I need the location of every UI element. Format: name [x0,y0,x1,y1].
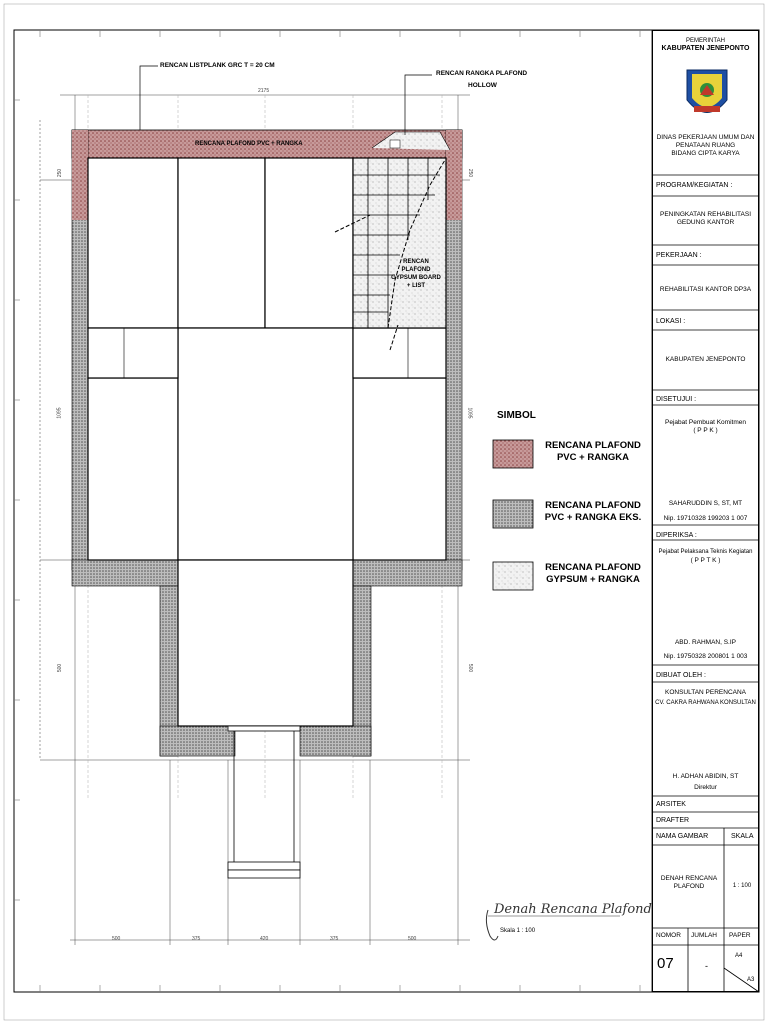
work-label: PEKERJAAN : [656,252,702,259]
jumlah-value: - [705,961,708,971]
annotation-gypsum-line1: RENCAN [403,259,429,265]
legend-item-2-line2: PVC + RANGKA EKS. [544,512,642,523]
dim-bottom-5: 500 [408,936,417,942]
program-line1: PENINGKATAN REHABILITASI [659,211,752,218]
legend-title: SIMBOL [497,410,536,421]
checked-label: DIPERIKSA : [656,532,697,539]
drawing-scale: Skala 1 : 100 [500,928,536,934]
checked-nip: Nip. 19750328 200801 1 003 [663,653,748,660]
dim-left-3: 500 [57,663,64,673]
leaders [140,66,432,135]
nama-gambar-label: NAMA GAMBAR [656,833,709,840]
annotation-listplank: RENCAN LISTPLANK GRC T = 20 CM [160,62,275,69]
dim-bottom-3: 420 [260,936,269,942]
annotation-gypsum-line2: PLAFOND [401,267,431,273]
nomor-value: 07 [657,955,674,972]
drawing-title: Denah Rencana Plafond [494,902,652,917]
made-line1: KONSULTAN PERENCANA [664,689,747,696]
drawing-name-line2: PLAFOND [673,883,705,890]
approved-label: DISETUJUI : [656,396,697,403]
annotation-gypsum-line3: GYPSUM BOARD [391,275,441,281]
legend-item-3-line1: RENCANA PLAFOND [545,562,641,573]
gypsum-room [353,158,446,328]
dim-bottom-1: 500 [112,936,121,942]
annotation-rangka-line1: RENCAN RANGKA PLAFOND [436,70,528,77]
dim-top: 2175 [258,88,270,94]
legend-item-1 [538,440,648,464]
annotation-pvc-band: RENCANA PLAFOND PVC + RANGKA [195,141,303,147]
legend-item-3-line2: GYPSUM + RANGKA [546,574,640,585]
program-label: PROGRAM/KEGIATAN : [656,182,733,189]
drafter-label: DRAFTER [656,817,690,824]
legend-swatch-eks [493,500,533,528]
approved-role2: ( P P K ) [693,427,718,434]
dim-right-3: 500 [467,663,474,673]
location-label: LOKASI : [656,318,686,325]
checked-name: ABD. RAHMAN, S.IP [674,639,737,646]
annotation-rangka-line2: HOLLOW [468,82,497,89]
dept-line2: PENATAAN RUANG [675,142,736,149]
dept-line3: BIDANG CIPTA KARYA [671,150,740,157]
legend-item-3 [538,562,648,586]
nomor-label: NOMOR [656,932,681,939]
legend-swatch-pvc [493,440,533,468]
made-name: H. ADHAN ABIDIN, ST [672,773,739,780]
dim-right-2: 1095 [466,407,473,419]
dim-right-1: 250 [467,168,474,178]
entrance-steps [228,726,300,878]
made-line2: CV. CAKRA RAHWANA KONSULTAN [655,700,756,706]
drawing-name [653,875,725,891]
location-value: KABUPATEN JENEPONTO [665,356,746,363]
legend-item-1-line1: RENCANA PLAFOND [545,440,641,451]
paper-a4: A4 [735,953,743,959]
legend-item-2-line1: RENCANA PLAFOND [545,500,641,511]
drawing-name-line1: DENAH RENCANA [660,875,718,882]
program-line2: GEDUNG KANTOR [676,219,735,226]
checked-role1: Pejabat Pelaksana Teknis Kegiatan [658,549,753,555]
legend-item-2 [538,500,648,524]
work-value: REHABILITASI KANTOR DP3A [659,286,752,293]
arsitek-label: ARSITEK [656,801,686,808]
dim-bottom-4: 375 [330,936,339,942]
gov-line1: PEMERINTAH [686,38,725,44]
paper-a3: A3 [747,977,755,983]
dept-line1: DINAS PEKERJAAN UMUM DAN [656,134,755,141]
legend-item-1-line2: PVC + RANGKA [556,452,630,463]
approved-name: SAHARUDDIN S, ST, MT [668,500,743,507]
checked-role2: ( P P T K ) [690,557,721,564]
made-role: Direktur [694,784,717,791]
skala-label: SKALA [731,833,754,840]
jumlah-label: JUMLAH [691,932,718,939]
scale-value: 1 : 100 [732,883,752,889]
title-block [652,30,759,992]
annotation-gypsum-line4: + LIST [406,283,426,289]
dim-left-1: 250 [57,168,64,178]
paper-label: PAPER [729,932,751,939]
approved-role1: Pejabat Pembuat Komitmen [665,419,746,426]
gov-line2: KABUPATEN JENEPONTO [661,45,750,52]
dim-left-2: 1095 [56,407,63,419]
legend-swatch-gypsum [493,562,533,590]
approved-nip: Nip. 19710328 199203 1 007 [663,515,748,522]
dim-bottom-2: 375 [192,936,201,942]
made-label: DIBUAT OLEH : [656,672,706,679]
